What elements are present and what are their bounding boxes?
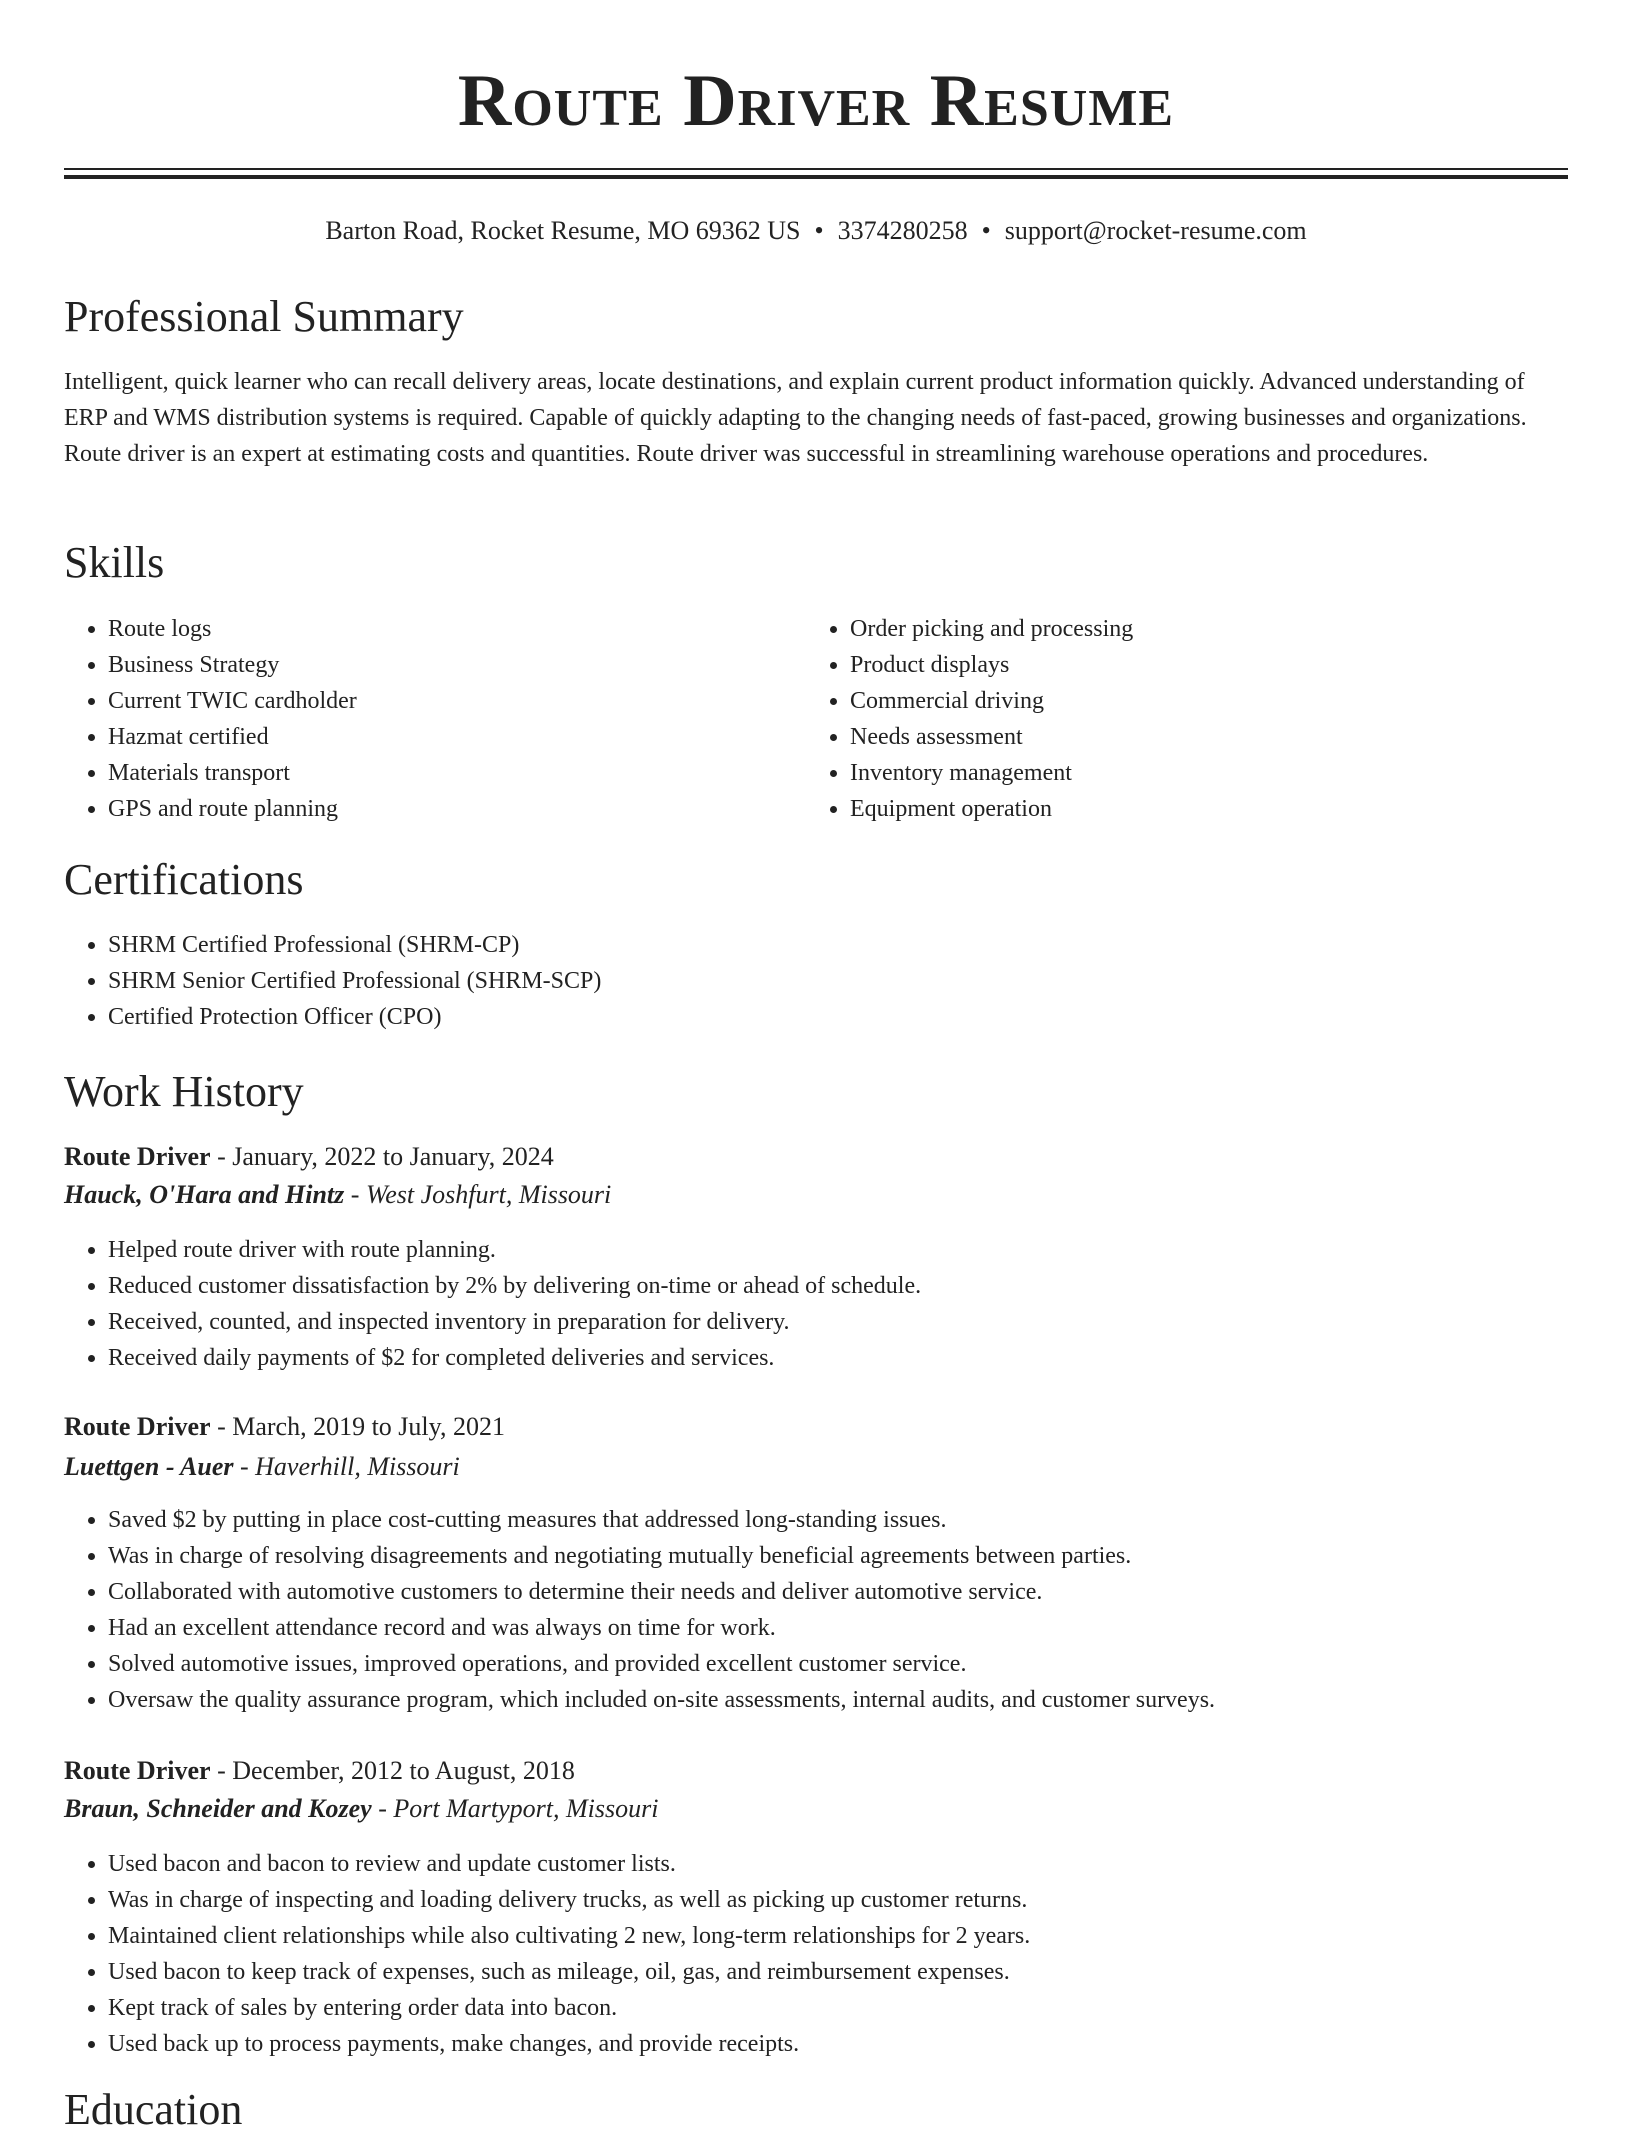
skill-item: • Materials transport (108, 755, 788, 791)
job-bullet: • Collaborated with automotive customers to determine their needs and deliver automotive service. (108, 1574, 1568, 1610)
job-bullet: • Was in charge of inspecting and loading delivery trucks, as well as picking up customer returns. (108, 1882, 1568, 1918)
skill-item: • Business Strategy (108, 647, 788, 683)
job-bullets (64, 1846, 1568, 2062)
job-bullet: • Saved $2 by putting in place cost-cutting measures that addressed long-standing issues. (108, 1502, 1568, 1538)
job-bullets (64, 1502, 1568, 1718)
job-company: Luettgen - Auer (64, 1452, 234, 1481)
job-company-line (64, 1177, 611, 1213)
job-bullet: • Received, counted, and inspected inventory in preparation for delivery. (108, 1304, 1568, 1340)
job-bullet: • Received daily payments of $2 for completed deliveries and services. (108, 1340, 1568, 1376)
job-bullet: • Solved automotive issues, improved operations, and provided excellent customer service. (108, 1646, 1568, 1682)
job-title: Route Driver (64, 1142, 211, 1171)
job-company-line (64, 1791, 658, 1827)
job-bullets (64, 1232, 1568, 1376)
job-location: - Haverhill, Missouri (239, 1452, 460, 1481)
resume-title: Route Driver Resume (457, 60, 1175, 142)
job-bullet: • Kept track of sales by entering order data into bacon. (108, 1990, 1568, 2026)
contact-phone: 3374280258 (837, 216, 968, 245)
certifications-list (64, 927, 1568, 1035)
job-bullet: • Had an excellent attendance record and was always on time for work. (108, 1610, 1568, 1646)
contact-address: Barton Road, Rocket Resume, MO 69362 US (325, 216, 801, 245)
job-company: Hauck, O'Hara and Hintz (64, 1180, 345, 1209)
job-bullet: • Maintained client relationships while also cultivating 2 new, long-term relationships for 2 years. (108, 1918, 1568, 1954)
summary-text: Intelligent, quick learner who can recall delivery areas, locate destinations, and explain current product information quickly. Advanced understanding of ERP and WMS distribution systems is required. Capable of quickly adapting to the changing needs of fast-paced, growing businesses and organizations. Route driver is an expert at estimating costs and quantities. Route driver was successful in streamlining warehouse operations and procedures. (64, 369, 1527, 467)
skill-item: • Current TWIC cardholder (108, 683, 788, 719)
contact-line (0, 214, 1632, 248)
job-title-line (64, 1753, 575, 1789)
job-bullet: • Was in charge of resolving disagreements and negotiating mutually beneficial agreements between parties. (108, 1538, 1568, 1574)
job-bullet: • Used bacon to keep track of expenses, such as mileage, oil, gas, and reimbursement expenses. (108, 1954, 1568, 1990)
job-title: Route Driver (64, 1756, 211, 1785)
job-dates: - December, 2012 to August, 2018 (217, 1756, 575, 1785)
certification-item: • SHRM Senior Certified Professional (SHRM-SCP) (108, 963, 1568, 999)
skill-item: • Needs assessment (850, 719, 1550, 755)
skills-list-right (806, 611, 1550, 827)
job-title-line (64, 1409, 505, 1445)
work-history-heading: Work History (64, 1067, 304, 1116)
job-bullet: • Reduced customer dissatisfaction by 2% by delivering on-time or ahead of schedule. (108, 1268, 1568, 1304)
skill-item: • Order picking and processing (850, 611, 1550, 647)
job-company: Braun, Schneider and Kozey (64, 1794, 372, 1823)
contact-separator: • (981, 216, 991, 245)
job-bullet: • Oversaw the quality assurance program, which included on-site assessments, internal audits, and customer surveys. (108, 1682, 1568, 1718)
title-rule-thin (64, 168, 1568, 170)
skills-heading: Skills (64, 538, 165, 587)
contact-email: support@rocket-resume.com (1004, 216, 1307, 245)
certification-item: • SHRM Certified Professional (SHRM-CP) (108, 927, 1568, 963)
skill-item: • Hazmat certified (108, 719, 788, 755)
title-rule-thick (64, 175, 1568, 179)
skill-item: • Product displays (850, 647, 1550, 683)
skill-item: • GPS and route planning (108, 791, 788, 827)
job-company-line (64, 1449, 460, 1485)
skill-item: • Commercial driving (850, 683, 1550, 719)
certification-item: • Certified Protection Officer (CPO) (108, 999, 1568, 1035)
job-location: - West Joshfurt, Missouri (350, 1180, 612, 1209)
skill-item: • Route logs (108, 611, 788, 647)
contact-separator: • (814, 216, 824, 245)
skill-item: • Equipment operation (850, 791, 1550, 827)
skill-item: • Inventory management (850, 755, 1550, 791)
summary-heading: Professional Summary (64, 292, 464, 341)
certifications-heading: Certifications (64, 855, 304, 904)
job-dates: - January, 2022 to January, 2024 (217, 1142, 554, 1171)
job-title-line (64, 1139, 554, 1175)
job-bullet: • Used bacon and bacon to review and update customer lists. (108, 1846, 1568, 1882)
job-dates: - March, 2019 to July, 2021 (217, 1412, 505, 1441)
job-bullet: • Used back up to process payments, make changes, and provide receipts. (108, 2026, 1568, 2062)
job-location: - Port Martyport, Missouri (378, 1794, 659, 1823)
skills-list-left (64, 611, 788, 827)
job-bullet: • Helped route driver with route planning. (108, 1232, 1568, 1268)
job-title: Route Driver (64, 1412, 211, 1441)
education-heading: Education (64, 2085, 243, 2134)
